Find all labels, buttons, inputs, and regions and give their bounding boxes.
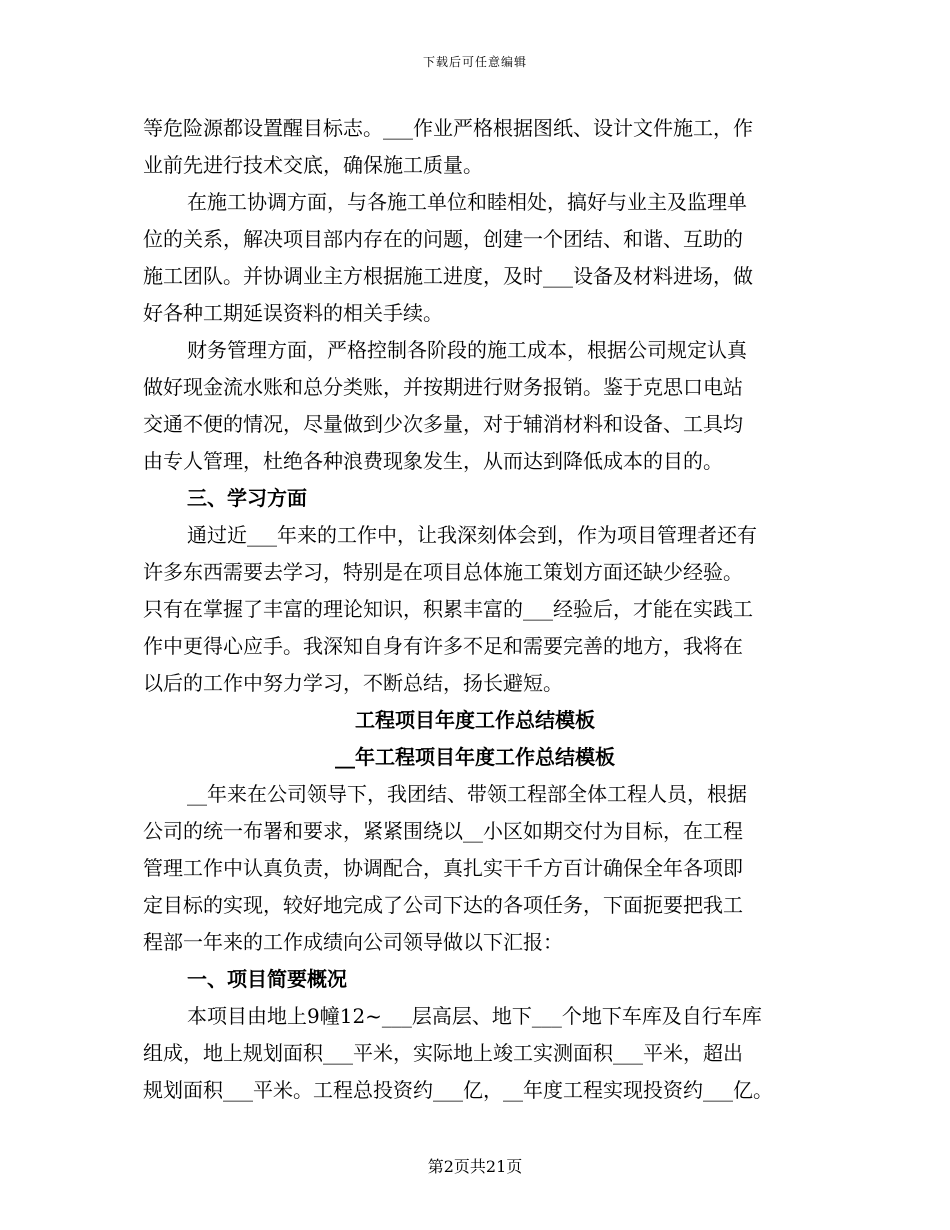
body-text-line: 位的关系，解决项目部内存在的问题，创建一个团结、和谐、互助的 bbox=[143, 227, 743, 251]
body-text-line: 施工团队。并协调业主方根据施工进度，及时___设备及材料进场，做 bbox=[143, 264, 753, 288]
body-text-line: __年来在公司领导下，我团结、带领工程部全体工程人员，根据 bbox=[187, 782, 747, 806]
body-text-line: 作中更得心应手。我深知自身有许多不足和需要完善的地方，我将在 bbox=[143, 634, 743, 658]
document-subtitle: __年工程项目年度工作总结模板 bbox=[335, 745, 615, 769]
body-text-line: 规划面积___平米。工程总投资约___亿，__年度工程实现投资约___亿。 bbox=[143, 1078, 773, 1102]
body-text-line: 只有在掌握了丰富的理论知识，积累丰富的___经验后，才能在实践工 bbox=[143, 597, 753, 621]
body-text-line: 交通不便的情况，尽量做到少次多量，对于辅消材料和设备、工具均 bbox=[143, 412, 743, 436]
body-text-line: 好各种工期延误资料的相关手续。 bbox=[143, 301, 443, 325]
page-header: 下载后可任意编辑 bbox=[422, 55, 527, 69]
section-heading: 三、学习方面 bbox=[187, 486, 307, 510]
section-heading: 一、项目简要概况 bbox=[187, 967, 347, 991]
body-text-line: 管理工作中认真负责，协调配合，真扎实干千方百计确保全年各项即 bbox=[143, 856, 743, 880]
document-body bbox=[143, 110, 807, 1109]
body-text-line: 业前先进行技术交底，确保施工质量。 bbox=[143, 153, 483, 177]
body-text-line: 做好现金流水账和总分类账，并按期进行财务报销。鉴于克思口电站 bbox=[143, 375, 743, 399]
body-text-line: 公司的统一布署和要求，紧紧围绕以__小区如期交付为目标，在工程 bbox=[143, 819, 743, 843]
body-text-line: 财务管理方面，严格控制各阶段的施工成本，根据公司规定认真 bbox=[187, 338, 747, 362]
body-text-line: 由专人管理，杜绝各种浪费现象发生，从而达到降低成本的目的。 bbox=[143, 449, 723, 473]
body-text-line: 等危险源都设置醒目标志。___作业严格根据图纸、设计文件施工，作 bbox=[143, 116, 753, 140]
body-text-line: 本项目由地上9幢12~___层高层、地下___个地下车库及自行车库 bbox=[187, 1004, 762, 1028]
body-text-line: 通过近___年来的工作中，让我深刻体会到，作为项目管理者还有 bbox=[187, 523, 757, 547]
body-text-line: 许多东西需要去学习，特别是在项目总体施工策划方面还缺少经验。 bbox=[143, 560, 743, 584]
body-text-line: 在施工协调方面，与各施工单位和睦相处，搞好与业主及监理单 bbox=[187, 190, 747, 214]
page-footer: 第2页共21页 bbox=[427, 1157, 523, 1176]
body-text-line: 组成，地上规划面积___平米，实际地上竣工实测面积___平米，超出 bbox=[143, 1041, 743, 1065]
document-title: 工程项目年度工作总结模板 bbox=[355, 708, 595, 732]
body-text-line: 定目标的实现，较好地完成了公司下达的各项任务，下面扼要把我工 bbox=[143, 893, 743, 917]
body-text-line: 以后的工作中努力学习，不断总结，扬长避短。 bbox=[143, 671, 563, 695]
body-text-line: 程部一年来的工作成绩向公司领导做以下汇报： bbox=[143, 930, 563, 954]
